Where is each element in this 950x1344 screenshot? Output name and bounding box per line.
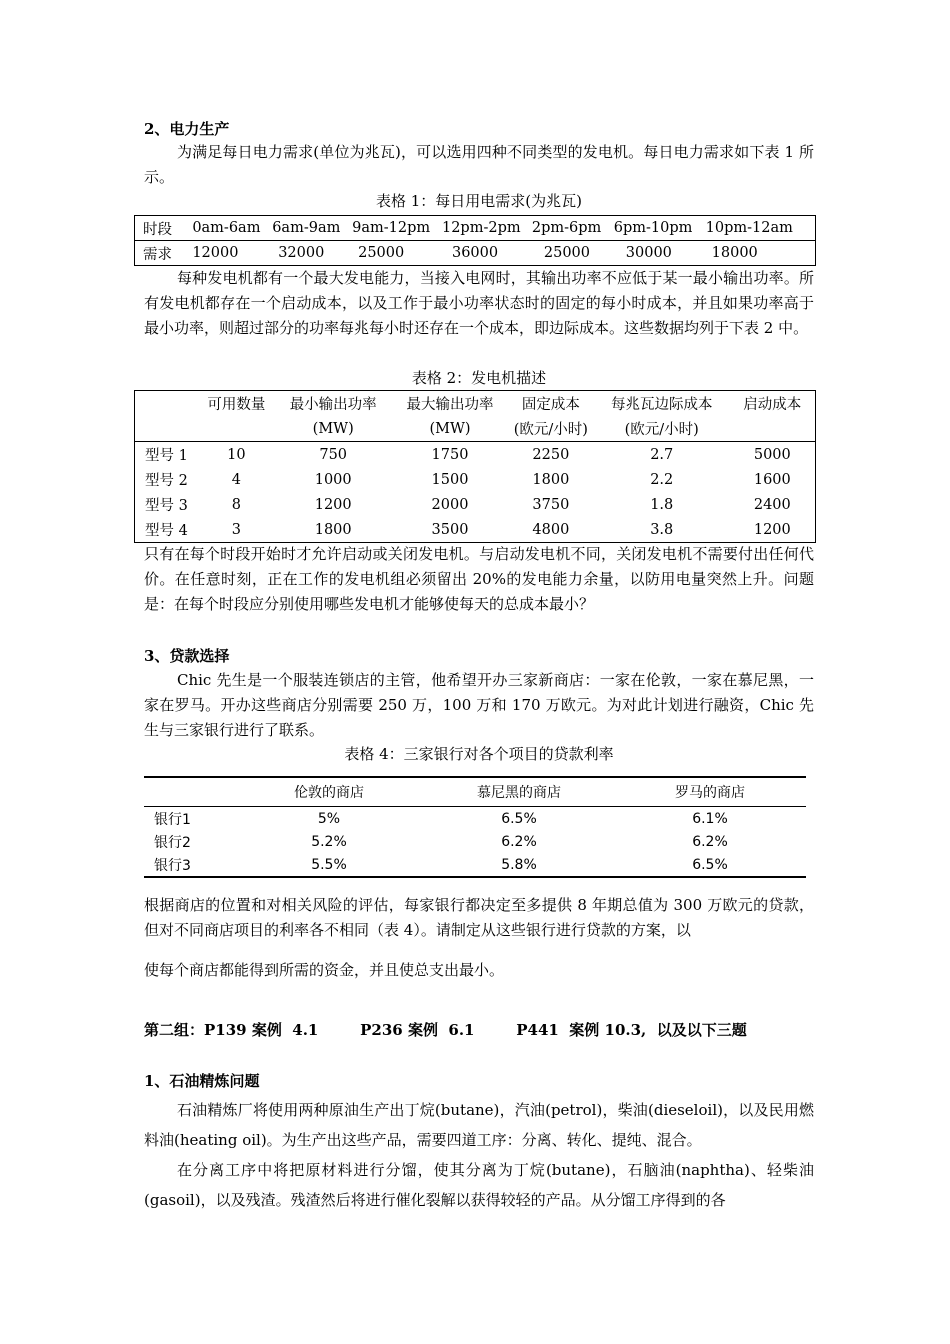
- table-cell: 30000: [625, 245, 672, 261]
- paragraph: 在分离工序中将把原材料进行分馏，使其分离为丁烷(butane)，石脑油(naphtha)、轻柴油(gasoil)，以及残渣。残渣然后将进行催化裂解以获得较轻的产品。从分馏工序得到的各: [144, 1161, 814, 1209]
- table-cell: [144, 777, 234, 807]
- table-caption: 表格 2：发电机描述: [411, 369, 547, 387]
- table-cell: 12000: [192, 245, 239, 261]
- table-header-row: [135, 391, 816, 417]
- table-cell: 3750: [532, 496, 570, 513]
- table-cell: 1000: [314, 471, 352, 488]
- table-cell: 1.8: [650, 496, 674, 513]
- row-label: 需求: [143, 246, 172, 263]
- table-cell: 6.5%: [501, 810, 537, 827]
- table-cell: 3: [231, 521, 241, 538]
- paragraph: 使每个商店都能得到所需的资金，并且使总支出最小。: [144, 961, 505, 979]
- column-header: (欧元/小时): [594, 416, 730, 442]
- paragraph: 石油精炼厂将使用两种原油生产出丁烷(butane)，汽油(petrol)，柴油(dieseloil)，以及民用燃料油(heating oil)。为生产出这些产品，需要四道工序：分离、转化、提纯、混合。: [144, 1101, 814, 1149]
- table-cell: 0am-6am: [192, 216, 272, 241]
- table-row: [135, 241, 816, 266]
- table-cell: 5%: [317, 810, 341, 827]
- table-cell: 2pm-6pm: [532, 216, 614, 241]
- table-cell: 6am-9am: [272, 216, 352, 241]
- table-cell: 1500: [431, 471, 469, 488]
- table-row: [135, 467, 816, 492]
- table-cell: 5.5%: [234, 853, 424, 877]
- table-cell: 2.2: [650, 471, 674, 488]
- paragraph: 根据商店的位置和对相关风险的评估，每家银行都决定至多提供 8 年期总值为 300 万欧元的贷款，但对不同商店项目的利率各不相同（表 4）。请制定从这些银行进行贷款的方案，以: [144, 896, 814, 939]
- table-cell: 2000: [431, 496, 469, 513]
- table-cell: 10pm-12am: [706, 216, 816, 241]
- table-row: [144, 807, 806, 831]
- column-header: 启动成本: [743, 397, 802, 413]
- row-label: 型号 1: [145, 448, 188, 464]
- table-cell: 1800: [314, 521, 352, 538]
- table-header-row: [144, 777, 806, 807]
- table-cell: 1800: [532, 471, 570, 488]
- table-caption: 表格 4：三家银行对各个项目的贷款利率: [344, 745, 614, 763]
- table-cell: 4800: [532, 521, 570, 538]
- column-header: (欧元/小时): [508, 416, 594, 442]
- table-cell: 1200: [314, 496, 352, 513]
- table-cell: [135, 416, 199, 442]
- loan-rate-table: [144, 776, 806, 878]
- table-cell: 3500: [431, 521, 469, 538]
- table-cell: 9am-12pm: [352, 216, 442, 241]
- table-cell: 2250: [532, 446, 570, 463]
- generator-table: [134, 390, 816, 543]
- table-cell: 6pm-10pm: [614, 216, 706, 241]
- column-header: 每兆瓦边际成本: [610, 397, 713, 413]
- table-cell: 3.8: [650, 521, 674, 538]
- table-row: [144, 853, 806, 877]
- paragraph: 每种发电机都有一个最大发电能力，当接入电网时，其输出功率不应低于某一最小输出功率。所有发电机都存在一个启动成本，以及工作于最小功率状态时的固定的每小时成本，并且如果功率高于最小功率，则超过部分的功率每兆每小时还存在一个成本，即边际成本。这些数据均列于下表 2 中。: [144, 269, 814, 337]
- table-cell: 36000: [451, 245, 499, 261]
- table-cell: 8: [231, 496, 241, 513]
- section-heading-oil-refining: 1、石油精炼问题: [144, 1072, 260, 1090]
- table-cell: 6.2%: [501, 833, 537, 850]
- table-cell: 4: [231, 471, 241, 488]
- table-cell: 5000: [753, 446, 791, 463]
- table-cell: 18000: [711, 245, 758, 261]
- table-header-row: [135, 416, 816, 442]
- table-cell: 25000: [358, 245, 405, 261]
- section-heading-loan-selection: 3、贷款选择: [144, 647, 230, 665]
- row-label: 型号 4: [145, 523, 188, 539]
- table-cell: 25000: [543, 245, 591, 261]
- column-header: 固定成本: [521, 397, 580, 413]
- column-header: 最大输出功率: [406, 397, 494, 413]
- table-cell: 2400: [753, 496, 791, 513]
- table-row: [144, 830, 806, 853]
- table-cell: 32000: [278, 245, 325, 261]
- column-header: (MW): [274, 416, 392, 442]
- column-header: 伦敦的商店: [234, 777, 424, 807]
- column-header: 慕尼黑的商店: [424, 777, 614, 807]
- row-label: 银行1: [154, 811, 191, 828]
- table-cell: 6.5%: [614, 853, 806, 877]
- row-label: 时段: [135, 216, 193, 241]
- table-cell: 6.1%: [692, 810, 728, 827]
- group-two-heading: 第二组：P139 案例 4.1 P236 案例 6.1 P441 案例 10.3, 以及以下三题: [144, 1021, 747, 1039]
- table-cell: 750: [319, 446, 348, 463]
- demand-table: [134, 215, 816, 266]
- table-cell: 6.2%: [692, 833, 728, 850]
- table-cell: 2.7: [650, 446, 674, 463]
- table-cell: 5.8%: [424, 853, 614, 877]
- column-header: [198, 416, 274, 442]
- table-row: [135, 517, 816, 543]
- paragraph: Chic 先生是一个服装连锁店的主管，他希望开办三家新商店：一家在伦敦，一家在慕尼黑，一家在罗马。开办这些商店分别需要 250 万，100 万和 170 万欧元。为对此计划进行融资，Chic 先生与三家银行进行了联系。: [144, 671, 814, 739]
- table-cell: 1200: [753, 521, 791, 538]
- column-header: 最小输出功率: [289, 397, 377, 413]
- column-header: 罗马的商店: [614, 777, 806, 807]
- table-cell: 10: [227, 446, 246, 463]
- row-label: 银行2: [154, 834, 191, 851]
- row-label: 银行3: [144, 853, 234, 877]
- section-heading-power-production: 2、电力生产: [144, 120, 230, 138]
- table-cell: 1600: [753, 471, 791, 488]
- table-row: [135, 492, 816, 517]
- paragraph: 为满足每日电力需求(单位为兆瓦)，可以选用四种不同类型的发电机。每日电力需求如下表 1 所示。: [144, 143, 814, 186]
- row-label: 型号 2: [145, 473, 188, 489]
- row-label: 型号 3: [145, 498, 188, 514]
- column-header: [730, 416, 816, 442]
- column-header: (MW): [392, 416, 508, 442]
- table-caption: 表格 1：每日用电需求(为兆瓦): [375, 192, 583, 210]
- paragraph: 只有在每个时段开始时才允许启动或关闭发电机。与启动发电机不同，关闭发电机不需要付出任何代价。在任意时刻，正在工作的发电机组必须留出 20%的发电能力余量，以防用电量突然上升。问题是：在每个时段应分别使用哪些发电机才能够使每天的总成本最小？: [144, 545, 814, 613]
- column-header: 可用数量: [207, 397, 266, 413]
- table-cell: 1750: [431, 446, 469, 463]
- table-cell: 5.2%: [311, 833, 347, 850]
- table-row: [135, 442, 816, 468]
- table-cell: [135, 391, 199, 417]
- table-row: [135, 216, 816, 241]
- table-cell: 12pm-2pm: [442, 216, 532, 241]
